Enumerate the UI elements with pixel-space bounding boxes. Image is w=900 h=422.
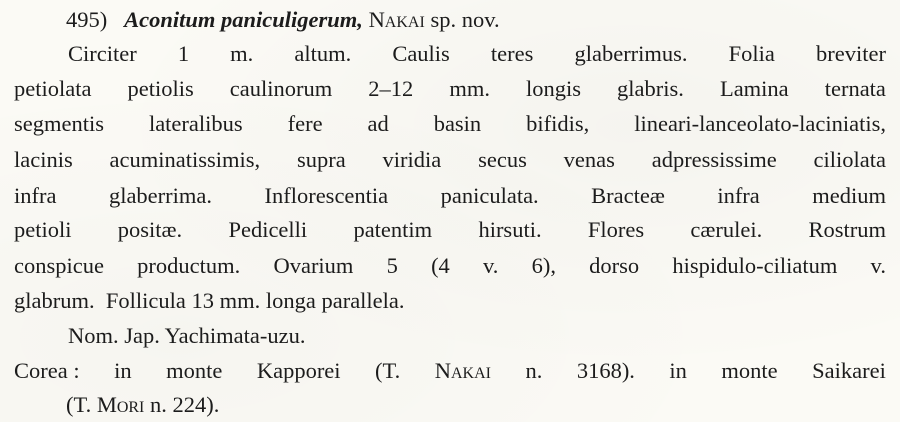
desc-word: glaberrima. <box>108 183 213 208</box>
desc-word: paniculata. <box>440 183 539 208</box>
desc-word: 5 <box>386 253 398 278</box>
description-line-5 <box>14 180 886 212</box>
desc-word: dorso <box>589 253 640 278</box>
desc-word: m. <box>230 41 254 66</box>
desc-word: longis <box>526 76 582 101</box>
locality-word: Saikarei <box>812 358 886 383</box>
locality-word: monte <box>721 358 778 383</box>
desc-word: Ovarium <box>273 253 354 278</box>
desc-word: productum. <box>137 253 241 278</box>
desc-word: adpressissime <box>651 147 777 172</box>
collector-name: Nakai <box>434 358 491 383</box>
description-line-3 <box>14 108 886 140</box>
desc-word: viridia <box>382 147 442 172</box>
taxon-status: sp. nov. <box>430 7 500 32</box>
desc-word: venas <box>563 147 615 172</box>
genus-name: Aconitum <box>124 7 216 32</box>
description-line-1 <box>14 38 886 70</box>
locality-line-2 <box>14 389 886 421</box>
desc-word: infra <box>717 183 760 208</box>
locality-word: in <box>114 358 132 383</box>
desc-word: mm. <box>449 76 490 101</box>
desc-word: positæ. <box>117 217 183 242</box>
description-line-8: glabrum. Follicula 13 mm. longa parallela. <box>14 288 405 313</box>
species-epithet: paniculigerum, <box>221 7 363 32</box>
desc-word: segmentis <box>14 111 104 136</box>
desc-word: hirsuti. <box>478 217 542 242</box>
desc-word: basin <box>433 111 482 136</box>
desc-word: infra <box>14 183 57 208</box>
desc-word: caulinorum <box>229 76 333 101</box>
desc-word: Rostrum <box>808 217 886 242</box>
desc-word: ad <box>367 111 389 136</box>
desc-word: medium <box>812 183 886 208</box>
description-line-6 <box>14 214 886 246</box>
desc-word: ciliolata <box>813 147 886 172</box>
locality-word: (T. <box>375 358 401 383</box>
locality-word: Kapporei <box>256 358 341 383</box>
desc-word: Inflorescentia <box>264 183 389 208</box>
desc-word: Caulis <box>392 41 450 66</box>
description-line-7 <box>14 250 886 282</box>
entry-number: 495) <box>66 7 108 32</box>
desc-word: Circiter <box>68 41 137 66</box>
desc-word: lineari-lanceolato-laciniatis, <box>634 111 886 136</box>
desc-word: Bracteæ <box>591 183 665 208</box>
desc-word: (4 <box>431 253 450 278</box>
locality-region: Corea : <box>14 358 80 383</box>
desc-word: bifidis, <box>526 111 590 136</box>
locality-line-1 <box>14 355 886 387</box>
desc-word: glaberrimus. <box>574 41 688 66</box>
locality-word: in <box>669 358 687 383</box>
japanese-name: Nom. Jap. Yachimata-uzu. <box>68 323 306 348</box>
desc-word: petiolata <box>14 76 92 101</box>
locality-word: (T. <box>66 392 92 417</box>
desc-word: acuminatissimis, <box>109 147 261 172</box>
desc-word: glabris. <box>617 76 684 101</box>
desc-word: breviter <box>815 41 886 66</box>
desc-word: supra <box>296 147 346 172</box>
desc-word: v. <box>870 253 886 278</box>
desc-word: 2–12 <box>368 76 414 101</box>
desc-word: lacinis <box>14 147 73 172</box>
description-line-2 <box>14 73 886 105</box>
locality-word: n. 224). <box>150 392 220 417</box>
desc-word: petiolis <box>127 76 194 101</box>
desc-word: 1 <box>177 41 190 66</box>
desc-word: 6), <box>531 253 556 278</box>
desc-word: lateralibus <box>148 111 243 136</box>
desc-word: Lamina <box>719 76 789 101</box>
author-name: Nakai <box>368 7 425 32</box>
desc-word: fere <box>287 111 323 136</box>
species-heading <box>66 4 866 36</box>
description-line-4 <box>14 144 886 176</box>
desc-word: Flores <box>587 217 645 242</box>
collector-name: Mori <box>96 392 145 417</box>
desc-word: conspicue <box>14 253 104 278</box>
desc-word: v. <box>483 253 499 278</box>
desc-word: petioli <box>14 217 72 242</box>
locality-word: n. <box>525 358 543 383</box>
desc-word: teres <box>490 41 534 66</box>
desc-word: Pedicelli <box>228 217 308 242</box>
locality-word: monte <box>166 358 223 383</box>
desc-word: Folia <box>728 41 775 66</box>
locality-word: 3168). <box>576 358 635 383</box>
desc-word: ternata <box>824 76 886 101</box>
desc-word: hispidulo-ciliatum <box>672 253 838 278</box>
desc-word: secus <box>478 147 527 172</box>
desc-word: patentim <box>353 217 433 242</box>
desc-word: cærulei. <box>690 217 763 242</box>
desc-word: altum. <box>294 41 352 66</box>
